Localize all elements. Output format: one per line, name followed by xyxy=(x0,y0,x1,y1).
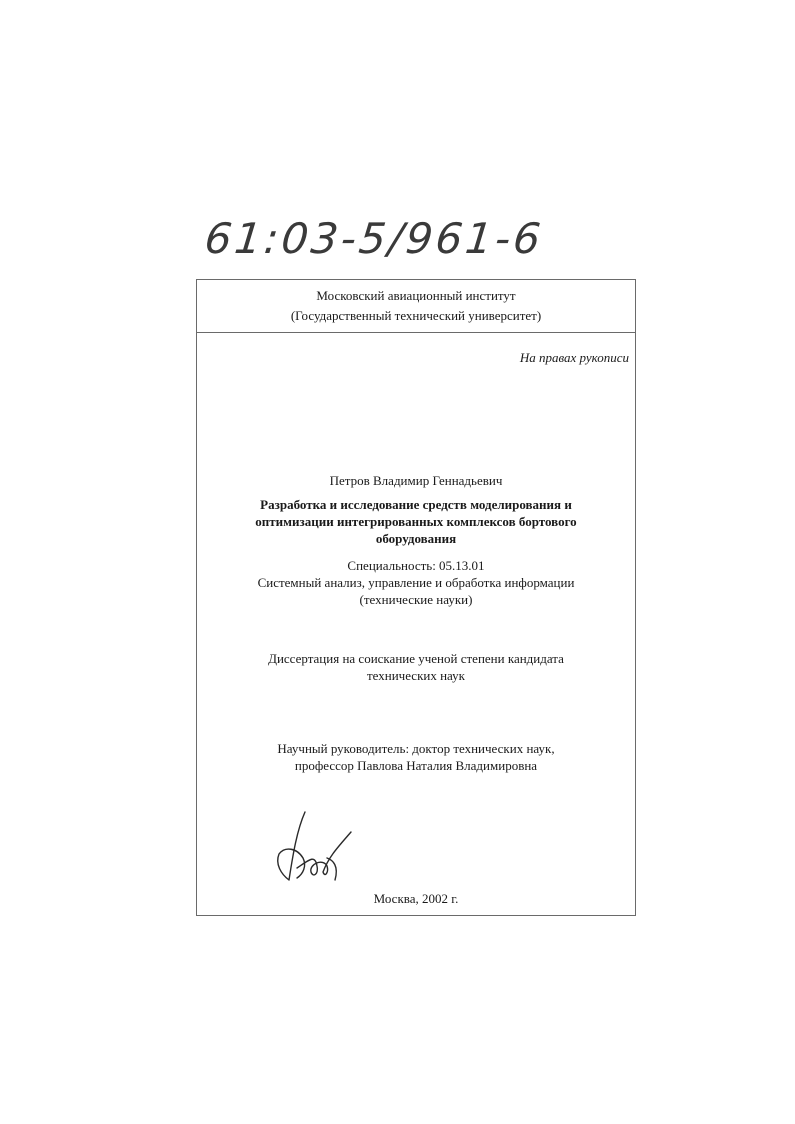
degree-line-1: Диссертация на соискание ученой степени кандидата xyxy=(268,651,564,666)
thesis-title-line-3: оборудования xyxy=(375,531,457,546)
institution-name: Московский авиационный институт xyxy=(316,288,516,303)
advisor-line-2: профессор Павлова Наталия Владимировна xyxy=(294,758,538,773)
archive-code-handwritten: 61:03-5/961-6 xyxy=(202,214,546,263)
specialty-code: Специальность: 05.13.01 xyxy=(347,558,485,573)
institution-header xyxy=(197,280,635,333)
degree-line-2: технических наук xyxy=(366,668,465,683)
city-year: Москва, 2002 г. xyxy=(373,891,459,906)
thesis-title-line-1: Разработка и исследование средств моделирования и xyxy=(260,497,572,512)
manuscript-note: На правах рукописи xyxy=(519,350,629,365)
specialty-name: Системный анализ, управление и обработка информации xyxy=(257,575,575,590)
author-name: Петров Владимир Геннадьевич xyxy=(329,473,503,488)
handwritten-signature xyxy=(267,808,357,890)
institution-subtitle: (Государственный технический университет) xyxy=(290,308,542,323)
thesis-title-line-2: оптимизации интегрированных комплексов бортового xyxy=(255,514,577,529)
advisor-line-1: Научный руководитель: доктор технических наук, xyxy=(277,741,555,756)
title-page-frame xyxy=(196,279,636,916)
specialty-field: (технические науки) xyxy=(359,592,473,607)
